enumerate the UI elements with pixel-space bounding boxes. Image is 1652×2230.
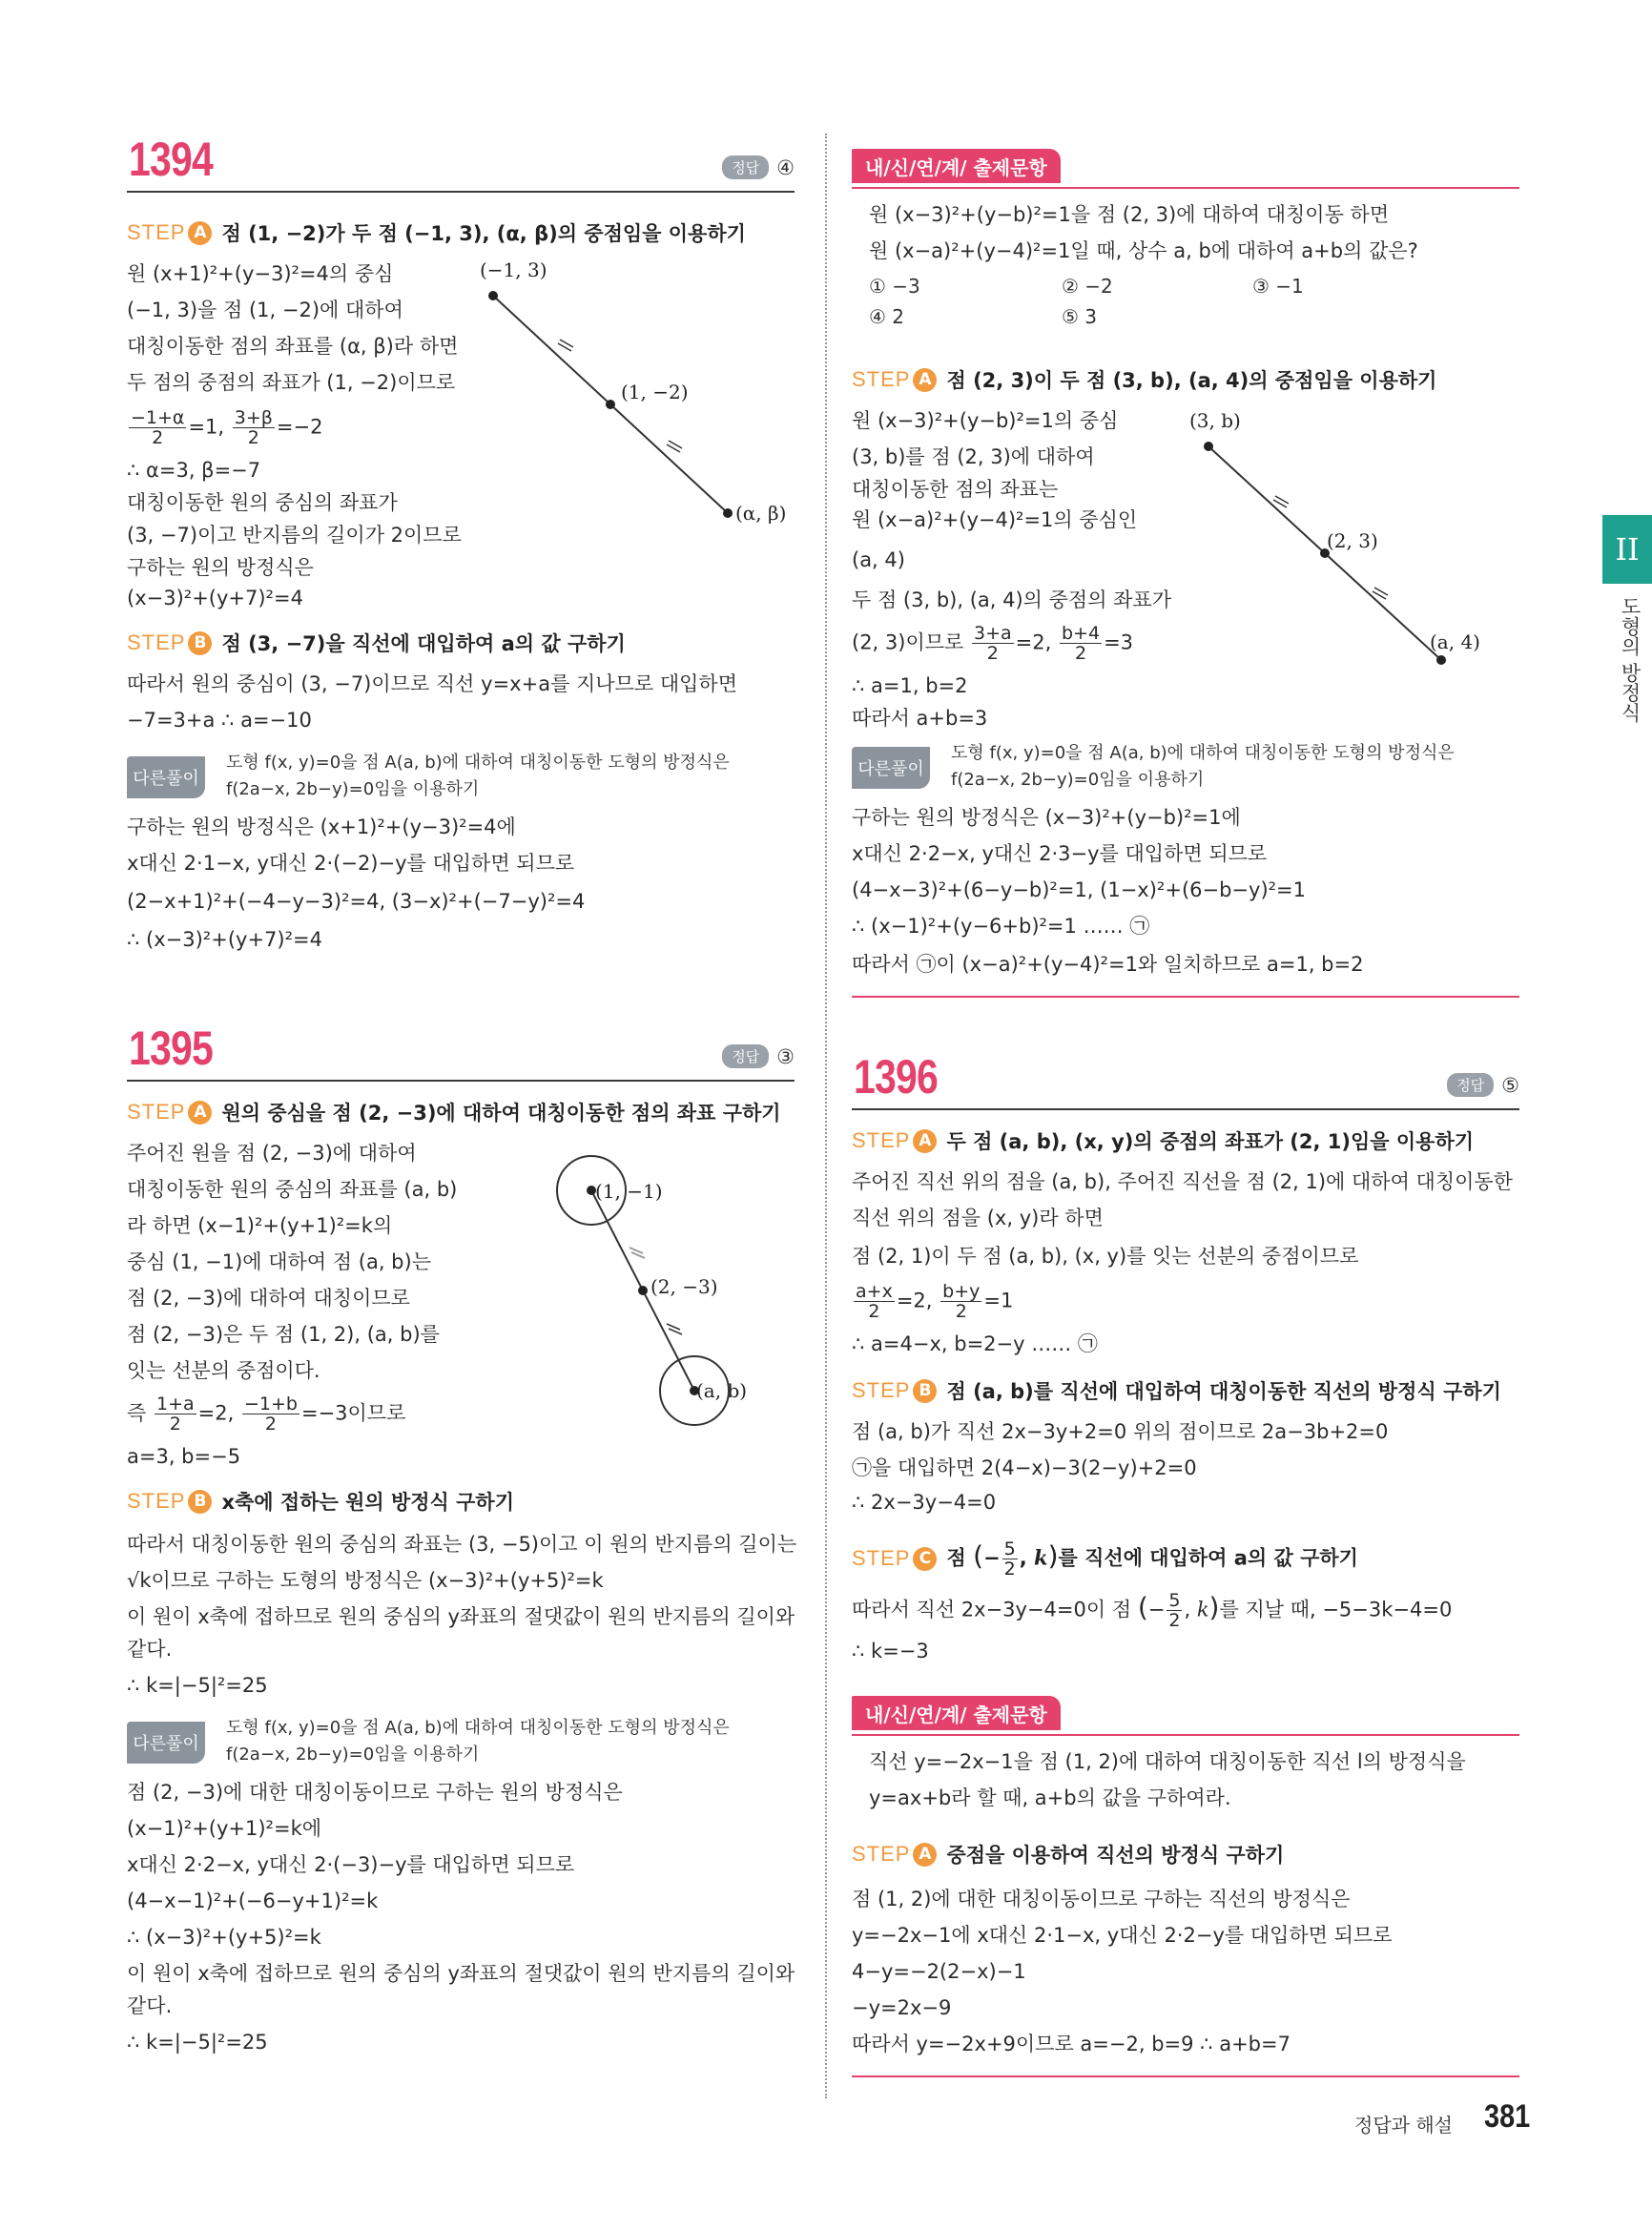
step-title: x축에 접하는 원의 방정식 구하기	[221, 1491, 514, 1514]
step-tag: STEP	[852, 367, 911, 391]
step-tag: STEP	[852, 1128, 911, 1152]
solution-line: 중심 (1, −1)에 대하여 점 (a, b)는	[127, 1250, 431, 1273]
point-label: (1, −2)	[621, 381, 689, 403]
step-tag: STEP	[852, 1842, 911, 1866]
step-a-heading	[852, 1839, 1284, 1869]
point-k: k	[1034, 1545, 1048, 1569]
numerator: 5	[1003, 1538, 1016, 1559]
point-k: k	[1196, 1598, 1209, 1621]
solution-line: 점 (2, 1)이 두 점 (a, b), (x, y)를 잇는 선분의 중점이므로	[852, 1245, 1359, 1268]
numerator: a+x	[856, 1281, 893, 1302]
point-label: (a, 4)	[1430, 630, 1480, 653]
answer	[722, 1044, 795, 1068]
equation-rhs: =3	[1104, 630, 1134, 654]
solution-line: x대신 2·2−x, y대신 2·3−y를 대입하면 되므로	[852, 842, 1268, 865]
step-title: 원의 중심을 점 (2, −3)에 대하여 대칭이동한 점의 좌표 구하기	[221, 1102, 781, 1125]
problem-number: 1394	[129, 133, 213, 186]
denominator: 2	[1074, 643, 1087, 664]
solution-line: −7=3+a ∴ a=−10	[127, 709, 312, 732]
solution-line: 같다.	[127, 1638, 173, 1661]
point-label: (α, β)	[735, 502, 787, 525]
step-letter-icon: B	[188, 1490, 212, 1514]
circle-symmetry-diagram-1395	[551, 1145, 799, 1440]
step-letter-icon: A	[913, 1129, 937, 1153]
solution-line: 대칭이동한 점의 좌표는	[852, 478, 1059, 501]
solution-line: ∴ a=1, b=2	[852, 674, 968, 697]
school-exam-box	[852, 149, 1519, 189]
question-line: y=ax+b라 할 때, a+b의 값을 구하여라.	[869, 1786, 1231, 1809]
solution-line: 점 (a, b)가 직선 2x−3y+2=0 위의 점이므로 2a−3b+2=0	[852, 1420, 1389, 1443]
solution-line: a=3, b=−5	[127, 1445, 241, 1468]
solution-line: ∴ k=|−5|²=25	[127, 2031, 268, 2054]
step-title: 점 (1, −2)가 두 점 (−1, 3), (α, β)의 중점임을 이용하기	[221, 222, 746, 245]
denominator: 2	[868, 1301, 880, 1322]
step-tag: STEP	[852, 1378, 911, 1402]
alt-solution-badge: 다른풀이	[127, 1722, 205, 1764]
choice-1: ① −3	[869, 275, 920, 298]
solution-line: 이 원이 x축에 접하므로 원의 중심의 y좌표의 절댓값이 원의 반지름의 길이와	[127, 1962, 795, 1985]
fraction-equation	[127, 408, 322, 447]
solution-line: (3, −7)이고 반지름의 길이가 2이므로	[127, 524, 462, 547]
numerator: 3+β	[234, 407, 273, 428]
step-title: 두 점 (a, b), (x, y)의 중점의 좌표가 (2, 1)임을 이용하기	[946, 1130, 1475, 1153]
step-tag: STEP	[127, 630, 186, 654]
answer	[722, 155, 795, 179]
solution-line: ∴ (x−3)²+(y+7)²=4	[127, 928, 322, 951]
point-label: (2, −3)	[650, 1275, 718, 1298]
step-title-post: 를 직선에 대입하여 a의 값 구하기	[1058, 1546, 1358, 1569]
solution-line: (−1, 3)을 점 (1, −2)에 대하여	[127, 299, 403, 321]
numerator: 1+a	[155, 1394, 195, 1414]
solution-line: 두 점 (3, b), (a, 4)의 중점의 좌표가	[852, 588, 1172, 611]
step-a-heading	[852, 1125, 1474, 1156]
solution-line: 점 (2, −3)은 두 점 (1, 2), (a, b)를	[127, 1323, 440, 1346]
answer-badge: 정답	[722, 1044, 769, 1068]
point-label: (3, b)	[1189, 409, 1241, 432]
chapter-tab: II	[1602, 515, 1652, 584]
denominator: 2	[152, 427, 164, 448]
alt-solution-note: f(2a−x, 2b−y)=0임을 이용하기	[226, 779, 480, 799]
footer-label: 정답과 해설	[1354, 2114, 1453, 2137]
page-number: 381	[1484, 2098, 1531, 2135]
denominator: 2	[264, 1414, 278, 1435]
solution-line: (x−3)²+(y+7)²=4	[127, 587, 303, 609]
fraction-equation	[127, 1394, 405, 1434]
step-a-heading	[127, 217, 746, 248]
solution-text: 따라서 직선 2x−3y−4=0이 점	[852, 1598, 1132, 1621]
step-tag: STEP	[127, 1100, 186, 1124]
step-title-pre: 점	[946, 1546, 966, 1569]
numerator: −1+α	[131, 407, 185, 428]
school-exam-end-rule	[852, 2075, 1519, 2077]
step-c-heading	[852, 1538, 1358, 1580]
solution-line: ∴ α=3, β=−7	[127, 459, 261, 482]
solution-line: √k이므로 구하는 도형의 방정식은 (x−3)²+(y+5)²=k	[127, 1569, 604, 1592]
solution-line: (a, 4)	[852, 548, 905, 571]
solution-line: 따라서 ㉠이 (x−a)²+(y−4)²=1와 일치하므로 a=1, b=2	[852, 953, 1364, 976]
solution-line: 이 원이 x축에 접하므로 원의 중심의 y좌표의 절댓값이 원의 반지름의 길이와	[127, 1605, 795, 1628]
solution-line: 구하는 원의 방정식은 (x−3)²+(y−b)²=1에	[852, 806, 1241, 829]
step-a-heading	[852, 364, 1436, 395]
column-divider	[825, 134, 827, 2098]
solution-line: 구하는 원의 방정식은 (x+1)²+(y−3)²=4에	[127, 816, 516, 838]
point-dot	[723, 508, 733, 518]
point-dot	[1204, 442, 1213, 451]
solution-line: 따라서 y=−2x+9이므로 a=−2, b=9 ∴ a+b=7	[852, 2033, 1291, 2055]
solution-line: (3, b)를 점 (2, 3)에 대하여	[852, 445, 1095, 468]
step-letter-icon: C	[913, 1547, 937, 1571]
step-title: 점 (− $\frac{5}{2}$ , k)를 직선에 대입하여 a의 값 구하기	[946, 1538, 1358, 1580]
solution-text: 를 지날 때, −5−3k−4=0	[1219, 1598, 1453, 1621]
point-label: (2, 3)	[1327, 529, 1378, 552]
school-exam-tag: 내/신/연/계/ 출제문항	[852, 149, 1061, 183]
solution-line: 점 (2, −3)에 대하여 대칭이므로	[127, 1287, 410, 1310]
alt-solution-note: 도형 f(x, y)=0을 점 A(a, b)에 대하여 대칭이동한 도형의 방정식은	[226, 1718, 730, 1738]
step-letter-icon: B	[913, 1379, 937, 1403]
solution-line: 대칭이동한 원의 중심의 좌표를 (a, b)	[127, 1178, 458, 1201]
alt-solution-badge: 다른풀이	[852, 747, 930, 789]
answer-mark: ③	[776, 1044, 795, 1068]
school-exam-tag: 내/신/연/계/ 출제문항	[852, 1696, 1061, 1730]
denominator: 2	[986, 643, 999, 664]
solution-line: ㉠을 대입하면 2(4−x)−3(2−y)+2=0	[852, 1456, 1197, 1479]
alt-solution-note: 도형 f(x, y)=0을 점 A(a, b)에 대하여 대칭이동한 도형의 방정식은	[226, 753, 730, 773]
denominator: 2	[1003, 1558, 1016, 1580]
solution-line: ∴ k=|−5|²=25	[127, 1674, 268, 1697]
question-line: 직선 y=−2x−1을 점 (1, 2)에 대하여 대칭이동한 직선 l의 방정식을	[869, 1750, 1466, 1773]
alt-solution-note: 도형 f(x, y)=0을 점 A(a, b)에 대하여 대칭이동한 도형의 방정식은	[951, 743, 1455, 763]
solution-line: ∴ 2x−3y−4=0	[852, 1491, 997, 1514]
equation-rhs: =1,	[188, 415, 225, 439]
step-title: 점 (a, b)를 직선에 대입하여 대칭이동한 직선의 방정식 구하기	[946, 1380, 1501, 1403]
solution-line: 원 (x−3)²+(y−b)²=1의 중심	[852, 409, 1119, 432]
alt-solution-note: f(2a−x, 2b−y)=0임을 이용하기	[951, 770, 1205, 790]
solution-line: ∴ (x−3)²+(y+5)²=k	[127, 1926, 321, 1949]
step-title: 점 (3, −7)을 직선에 대입하여 a의 값 구하기	[221, 632, 626, 655]
solution-line: 4−y=−2(2−x)−1	[852, 1960, 1026, 1983]
point-dot	[1436, 655, 1446, 665]
answer-badge: 정답	[1447, 1073, 1494, 1097]
denominator: 2	[1168, 1610, 1181, 1631]
equation-rhs: =1	[983, 1289, 1014, 1312]
chapter-title: 도형의 방정식	[1619, 596, 1642, 723]
denominator: 2	[247, 427, 259, 448]
solution-line: (x−1)²+(y+1)²=k에	[127, 1817, 322, 1840]
solution-line: 대칭이동한 원의 중심의 좌표가	[127, 491, 398, 514]
choice-5: ⑤ 3	[1062, 305, 1098, 328]
solution-line: 주어진 직선 위의 점을 (a, b), 주어진 직선을 점 (2, 1)에 대하여 대칭이동한	[852, 1170, 1513, 1193]
point-label: (−1, 3)	[480, 258, 547, 281]
step-letter-icon: A	[188, 1101, 212, 1125]
equation-rhs: =−3이므로	[300, 1401, 406, 1425]
step-letter-icon: A	[188, 221, 212, 245]
solution-line: ∴ a=4−x, b=2−y …… ㉠	[852, 1332, 1098, 1355]
fraction-equation	[852, 1282, 1013, 1321]
equation-rhs: =2,	[197, 1401, 235, 1425]
choice-4: ④ 2	[869, 305, 905, 328]
problem-number: 1396	[854, 1050, 938, 1104]
numerator: b+4	[1062, 623, 1101, 644]
solution-line: 직선 위의 점을 (x, y)라 하면	[852, 1207, 1104, 1229]
solution-line: ∴ (x−1)²+(y−6+b)²=1 …… ㉠	[852, 915, 1150, 938]
step-letter-icon: A	[913, 1843, 937, 1867]
problem-number: 1395	[129, 1022, 213, 1075]
point-dot	[606, 400, 615, 409]
fraction-equation	[852, 624, 1133, 663]
question-line: 원 (x−3)²+(y−b)²=1을 점 (2, 3)에 대하여 대칭이동 하면	[869, 203, 1390, 226]
solution-line: (4−x−1)²+(−6−y+1)²=k	[127, 1889, 379, 1912]
step-letter-icon: B	[188, 631, 212, 655]
solution-line: 구하는 원의 방정식은	[127, 556, 314, 579]
school-exam-end-rule	[852, 996, 1519, 998]
problem-1395-header	[127, 1013, 795, 1082]
solution-line: −y=2x−9	[852, 1996, 952, 2019]
solution-line: y=−2x−1에 x대신 2·1−x, y대신 2·2−y를 대입하면 되므로	[852, 1924, 1393, 1947]
answer-mark: ④	[776, 155, 795, 179]
step-tag: STEP	[852, 1546, 911, 1570]
step-a-heading	[127, 1097, 781, 1127]
equation-rhs: =2,	[896, 1289, 933, 1312]
midpoint-diagram-1394	[461, 258, 787, 534]
solution-line: x대신 2·1−x, y대신 2·(−2)−y를 대입하면 되므로	[127, 852, 575, 875]
solution-line: 원 (x−a)²+(y−4)²=1의 중심인	[852, 508, 1138, 531]
point-dot	[638, 1286, 648, 1295]
equation-rhs: =2,	[1015, 630, 1052, 654]
solution-line: 점 (1, 2)에 대한 대칭이동이므로 구하는 직선의 방정식은	[852, 1888, 1351, 1910]
solution-line: 점 (2, −3)에 대한 대칭이동이므로 구하는 원의 방정식은	[127, 1781, 623, 1804]
solution-line: 따라서 원의 중심이 (3, −7)이므로 직선 y=x+a를 지나므로 대입하면	[127, 672, 737, 695]
step-title: 점 (2, 3)이 두 점 (3, b), (a, 4)의 중점임을 이용하기	[946, 369, 1437, 392]
step-b-heading	[127, 628, 626, 658]
numerator: b+y	[942, 1281, 981, 1302]
step-title: 중점을 이용하여 직선의 방정식 구하기	[946, 1844, 1285, 1867]
numerator: 5	[1168, 1590, 1181, 1611]
step-b-heading	[852, 1375, 1501, 1406]
solution-line: 같다.	[127, 1994, 173, 2017]
point-label: (a, b)	[696, 1379, 748, 1402]
point-label: (1, −1)	[595, 1180, 663, 1203]
denominator: 2	[955, 1301, 967, 1322]
solution-line: 주어진 원을 점 (2, −3)에 대하여	[127, 1142, 417, 1165]
numerator: −1+b	[243, 1394, 298, 1414]
equation-prefix: 즉	[127, 1401, 147, 1425]
step-letter-icon: A	[913, 368, 937, 392]
answer	[1447, 1073, 1519, 1097]
solution-line: 따라서 직선 2x−3y−4=0이 점 (− $\frac{5}{2}$ , k)를 지날 때, −5−3k−4=0	[852, 1590, 1453, 1631]
question-line: 원 (x−a)²+(y−4)²=1일 때, 상수 a, b에 대하여 a+b의 값은?	[869, 239, 1418, 262]
solution-line: (2−x+1)²+(−4−y−3)²=4, (3−x)²+(−7−y)²=4	[127, 890, 586, 913]
solution-line: 대칭이동한 점의 좌표를 (α, β)라 하면	[127, 335, 459, 358]
problem-1394-header	[127, 124, 795, 193]
school-exam-box	[852, 1696, 1519, 1736]
step-tag: STEP	[127, 1489, 186, 1513]
equation-rhs: =−2	[276, 415, 323, 439]
answer-badge: 정답	[722, 155, 769, 179]
solution-line: 잇는 선분의 중점이다.	[127, 1359, 320, 1382]
choice-3: ③ −1	[1252, 275, 1304, 298]
point-dot	[488, 291, 498, 300]
solution-line: ∴ k=−3	[852, 1640, 929, 1662]
problem-1396-header	[852, 1042, 1519, 1110]
solution-line: 두 점의 중점의 좌표가 (1, −2)이므로	[127, 371, 456, 394]
alt-solution-note: f(2a−x, 2b−y)=0임을 이용하기	[226, 1745, 480, 1765]
choice-2: ② −2	[1062, 275, 1113, 298]
solution-line: x대신 2·2−x, y대신 2·(−3)−y를 대입하면 되므로	[127, 1853, 575, 1876]
solution-line: 따라서 a+b=3	[852, 707, 988, 730]
equation-prefix: (2, 3)이므로	[852, 630, 964, 654]
midpoint-diagram-nesin1	[1186, 410, 1500, 677]
step-b-heading	[127, 1486, 514, 1517]
answer-mark: ⑤	[1501, 1073, 1519, 1097]
solution-line: 라 하면 (x−1)²+(y+1)²=k의	[127, 1214, 393, 1237]
numerator: 3+a	[974, 623, 1012, 644]
alt-solution-badge: 다른풀이	[127, 756, 205, 798]
solution-line: (4−x−3)²+(6−y−b)²=1, (1−x)²+(6−b−y)²=1	[852, 878, 1307, 901]
solution-line: 따라서 대칭이동한 원의 중심의 좌표는 (3, −5)이고 이 원의 반지름의 길이는	[127, 1533, 797, 1556]
solution-line: 원 (x+1)²+(y−3)²=4의 중심	[127, 262, 394, 285]
step-tag: STEP	[127, 220, 186, 244]
denominator: 2	[169, 1414, 181, 1435]
